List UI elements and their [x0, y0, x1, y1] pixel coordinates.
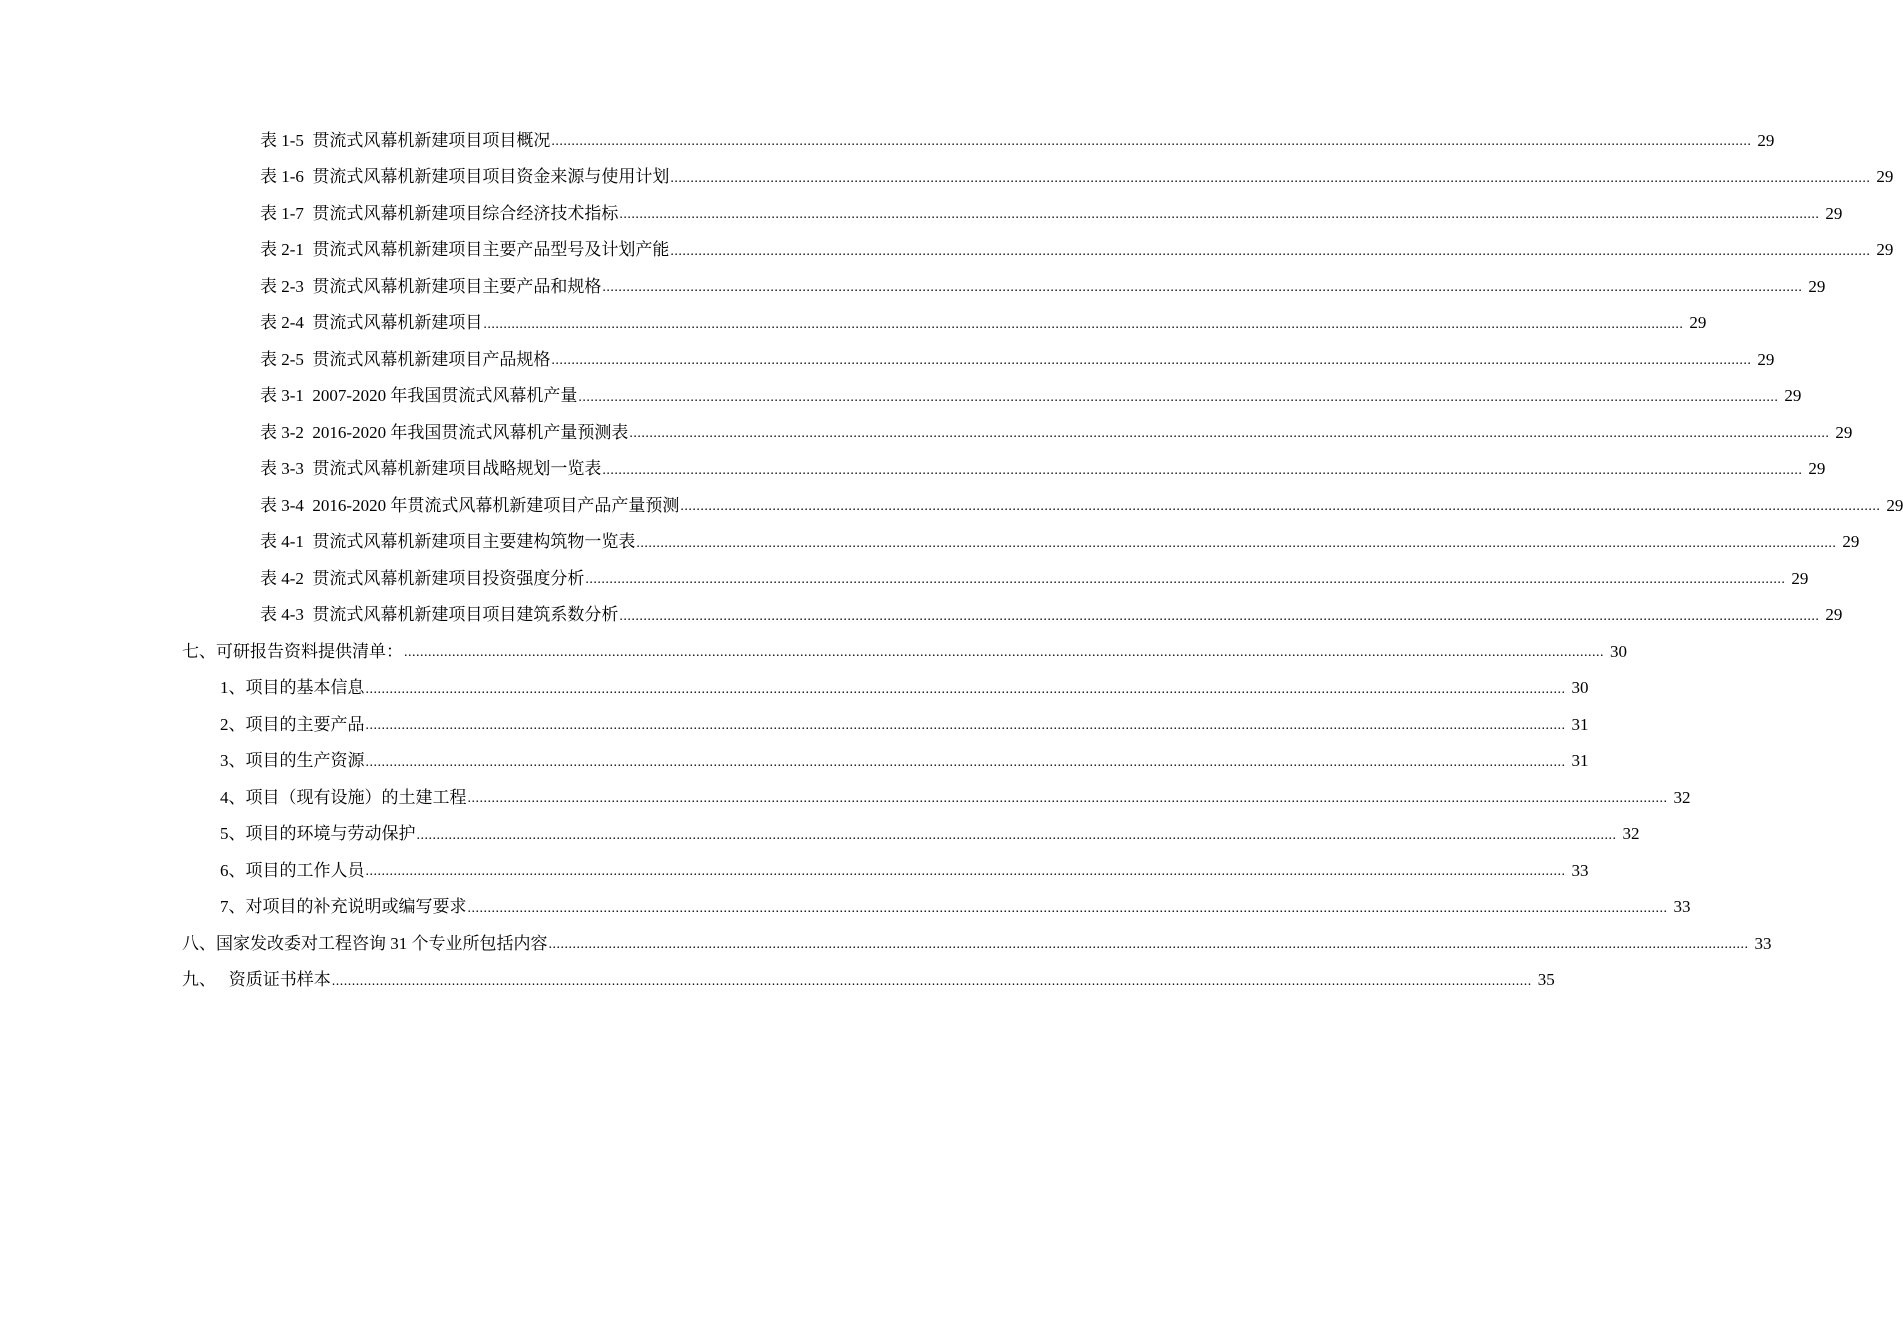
toc-entry-page-number: 29 — [1825, 203, 1843, 223]
toc-entry-title: 表 4-2 贯流式风幕机新建项目投资强度分析 — [260, 568, 585, 588]
dot-leader: ............................................................................................................................................................................................................................................................................................................ — [483, 316, 1684, 332]
toc-entry-page-number: 29 — [1791, 568, 1809, 588]
toc-entry-page-number: 33 — [1754, 933, 1772, 953]
dot-leader: ............................................................................................................................................................................................................................................................................................................ — [636, 535, 1837, 551]
toc-entry-page-number: 32 — [1673, 787, 1691, 807]
dot-leader: ............................................................................................................................................................................................................................................................................................................ — [602, 280, 1803, 296]
dot-leader: ............................................................................................................................................................................................................................................................................................................ — [670, 243, 1871, 259]
dot-leader: ............................................................................................................................................................................................................................................................................................................ — [680, 499, 1881, 515]
toc-entry-title: 表 2-4 贯流式风幕机新建项目 — [260, 313, 483, 333]
toc-entry-title: 7、对项目的补充说明或编写要求 — [220, 897, 467, 917]
dot-leader: ............................................................................................................................................................................................................................................................................................................ — [578, 389, 1779, 405]
toc-entry[interactable] — [0, 597, 1843, 634]
table-of-contents — [0, 122, 1903, 998]
dot-leader: ............................................................................................................................................................................................................................................................................................................ — [619, 608, 1820, 624]
toc-entry[interactable] — [0, 889, 1691, 926]
dot-leader: ............................................................................................................................................................................................................................................................................................................ — [670, 170, 1871, 186]
toc-entry-title: 5、项目的环境与劳动保护 — [220, 824, 416, 844]
toc-entry-title: 6、项目的工作人员 — [220, 860, 365, 880]
dot-leader: ............................................................................................................................................................................................................................................................................................................ — [467, 791, 1668, 807]
toc-entry-title: 1、项目的基本信息 — [220, 678, 365, 698]
toc-entry[interactable] — [0, 305, 1707, 342]
toc-entry-page-number: 29 — [1689, 313, 1707, 333]
toc-entry[interactable] — [0, 378, 1802, 415]
toc-entry[interactable] — [0, 159, 1894, 196]
toc-entry-title: 表 3-2 2016-2020 年我国贯流式风幕机产量预测表 — [260, 422, 629, 442]
toc-entry-title: 八、国家发改委对工程咨询 31 个专业所包括内容 — [182, 933, 548, 953]
toc-entry-page-number: 29 — [1808, 459, 1826, 479]
toc-entry[interactable] — [0, 670, 1589, 707]
toc-entry[interactable] — [0, 743, 1589, 780]
toc-entry-title: 九、 资质证书样本 — [182, 970, 331, 990]
toc-entry-title: 七、可研报告资料提供清单： — [182, 641, 403, 661]
dot-leader: ............................................................................................................................................................................................................................................................................................................ — [365, 681, 1566, 697]
toc-entry[interactable] — [0, 779, 1691, 816]
toc-entry[interactable] — [0, 633, 1627, 670]
toc-entry[interactable] — [0, 852, 1589, 889]
toc-entry[interactable] — [0, 195, 1843, 232]
toc-entry-title: 表 3-3 贯流式风幕机新建项目战略规划一览表 — [260, 459, 602, 479]
toc-entry-title: 2、项目的主要产品 — [220, 714, 365, 734]
toc-entry-page-number: 29 — [1825, 605, 1843, 625]
toc-entry[interactable] — [0, 706, 1589, 743]
toc-entry-title: 4、项目（现有设施）的土建工程 — [220, 787, 467, 807]
toc-entry[interactable] — [0, 816, 1640, 853]
toc-entry[interactable] — [0, 524, 1860, 561]
toc-entry-title: 表 3-1 2007-2020 年我国贯流式风幕机产量 — [260, 386, 578, 406]
dot-leader: ............................................................................................................................................................................................................................................................................................................ — [467, 900, 1668, 916]
toc-entry-page-number: 31 — [1571, 751, 1589, 771]
toc-entry-title: 表 1-5 贯流式风幕机新建项目项目概况 — [260, 130, 551, 150]
toc-entry-title: 表 2-3 贯流式风幕机新建项目主要产品和规格 — [260, 276, 602, 296]
toc-entry-page-number: 29 — [1757, 349, 1775, 369]
toc-entry-title: 表 2-5 贯流式风幕机新建项目产品规格 — [260, 349, 551, 369]
toc-entry-page-number: 35 — [1537, 970, 1555, 990]
toc-entry-page-number: 30 — [1571, 678, 1589, 698]
toc-entry-page-number: 30 — [1610, 641, 1627, 661]
toc-entry-title: 表 4-3 贯流式风幕机新建项目项目建筑系数分析 — [260, 605, 619, 625]
dot-leader: ............................................................................................................................................................................................................................................................................................................ — [416, 827, 1617, 843]
dot-leader: ............................................................................................................................................................................................................................................................................................................ — [602, 462, 1803, 478]
toc-entry-page-number: 33 — [1673, 897, 1691, 917]
toc-entry-title: 3、项目的生产资源 — [220, 751, 365, 771]
dot-leader: ............................................................................................................................................................................................................................................................................................................ — [551, 353, 1752, 369]
toc-entry-page-number: 29 — [1886, 495, 1903, 515]
toc-entry-title: 表 2-1 贯流式风幕机新建项目主要产品型号及计划产能 — [260, 240, 670, 260]
toc-entry-page-number: 33 — [1571, 860, 1589, 880]
toc-entry[interactable] — [0, 451, 1826, 488]
toc-entry[interactable] — [0, 268, 1826, 305]
toc-entry[interactable] — [0, 962, 1555, 999]
dot-leader: ............................................................................................................................................................................................................................................................................................................ — [585, 572, 1786, 588]
dot-leader: ............................................................................................................................................................................................................................................................................................................ — [548, 937, 1749, 953]
toc-entry[interactable] — [0, 414, 1853, 451]
toc-entry-page-number: 31 — [1571, 714, 1589, 734]
dot-leader: ............................................................................................................................................................................................................................................................................................................ — [619, 207, 1820, 223]
toc-entry-page-number: 29 — [1835, 422, 1853, 442]
toc-entry[interactable] — [0, 341, 1775, 378]
dot-leader: ............................................................................................................................................................................................................................................................................................................ — [404, 645, 1604, 661]
toc-entry-title: 表 3-4 2016-2020 年贯流式风幕机新建项目产品产量预测 — [260, 495, 680, 515]
toc-entry-page-number: 29 — [1757, 130, 1775, 150]
toc-entry-page-number: 29 — [1876, 240, 1894, 260]
toc-entry[interactable] — [0, 232, 1894, 269]
toc-entry-title: 表 1-6 贯流式风幕机新建项目项目资金来源与使用计划 — [260, 167, 670, 187]
toc-entry-page-number: 29 — [1842, 532, 1860, 552]
toc-entry[interactable] — [0, 560, 1809, 597]
toc-entry[interactable] — [0, 925, 1772, 962]
toc-entry[interactable] — [0, 487, 1903, 524]
dot-leader: ............................................................................................................................................................................................................................................................................................................ — [551, 134, 1752, 150]
toc-entry-page-number: 29 — [1784, 386, 1802, 406]
dot-leader: ............................................................................................................................................................................................................................................................................................................ — [365, 754, 1566, 770]
dot-leader: ............................................................................................................................................................................................................................................................................................................ — [365, 718, 1566, 734]
dot-leader: ............................................................................................................................................................................................................................................................................................................ — [365, 864, 1566, 880]
toc-entry-title: 表 4-1 贯流式风幕机新建项目主要建构筑物一览表 — [260, 532, 636, 552]
dot-leader: ............................................................................................................................................................................................................................................................................................................ — [629, 426, 1830, 442]
toc-entry-page-number: 32 — [1622, 824, 1640, 844]
toc-entry[interactable] — [0, 122, 1775, 159]
dot-leader: ............................................................................................................................................................................................................................................................................................................ — [331, 973, 1532, 989]
toc-entry-page-number: 29 — [1808, 276, 1826, 296]
toc-entry-title: 表 1-7 贯流式风幕机新建项目综合经济技术指标 — [260, 203, 619, 223]
toc-entry-page-number: 29 — [1876, 167, 1894, 187]
